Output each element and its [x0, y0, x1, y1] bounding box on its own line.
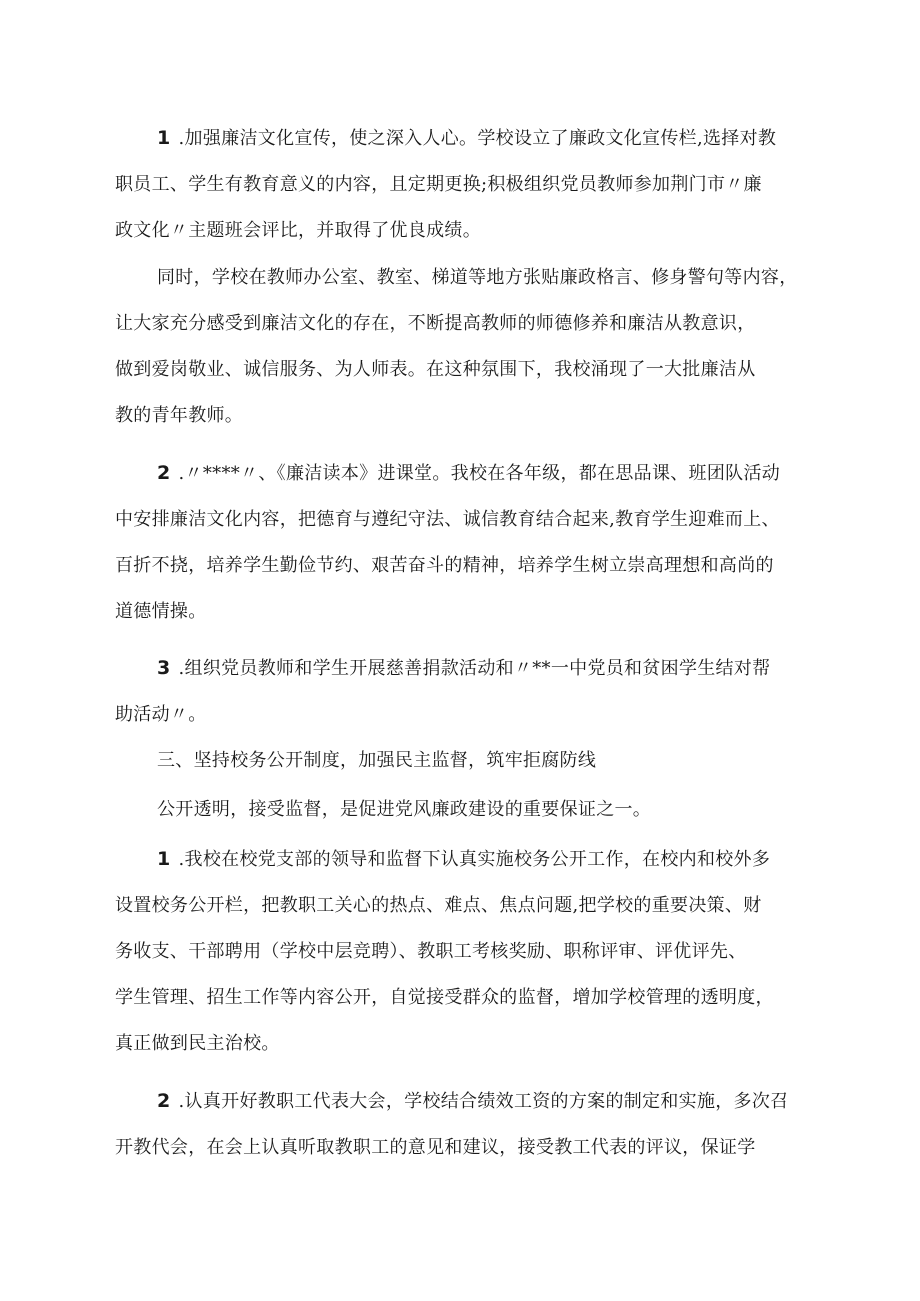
text-line: 开教代会，在会上认真听取教职工的意见和建议，接受教工代表的评议，保证学: [115, 1137, 756, 1158]
text-line: .〃****〃、《廉洁读本》进课堂。我校在各年级，都在思品课、班团队活动: [178, 463, 781, 484]
text-line: .认真开好教职工代表大会，学校结合绩效工资的方案的制定和实施，多次召: [178, 1091, 789, 1112]
text-line: .组织党员教师和学生开展慈善捐款活动和〃**一中党员和贫困学生结对帮: [178, 658, 771, 679]
item-number: 3: [157, 657, 171, 679]
item-number: 1: [157, 127, 171, 149]
paragraph-4: [115, 645, 809, 738]
text-line: 真正做到民主治校。: [115, 1033, 280, 1054]
item-number: 2: [157, 1090, 171, 1112]
paragraph-7: [115, 836, 809, 1067]
heading-text: 三、坚持校务公开制度，加强民主监督，筑牢拒腐防线: [157, 750, 597, 771]
item-number: 2: [157, 462, 171, 484]
text-line: 职员工、学生有教育意义的内容，且定期更换;积极组织党员教师参加荆门市〃廉: [115, 174, 762, 195]
text-line: 中安排廉洁文化内容，把德育与遵纪守法、诚信教育结合起来,教育学生迎难而上、: [115, 509, 780, 530]
paragraph-6: [157, 787, 809, 833]
text-line: 公开透明，接受监督，是促进党风廉政建设的重要保证之一。: [157, 799, 652, 820]
text-line: 务收支、干部聘用（学校中层竞聘）、教职工考核奖励、职称评审、评优评先、: [115, 941, 747, 962]
text-line: .我校在校党支部的领导和监督下认真实施校务公开工作，在校内和校外多: [178, 849, 771, 870]
paragraph-8: [115, 1078, 809, 1171]
text-line: 同时，学校在教师办公室、教室、梯道等地方张贴廉政格言、修身警句等内容，: [157, 267, 798, 288]
paragraph-1: [115, 115, 809, 254]
paragraph-2: [115, 255, 809, 439]
paragraph-3: [115, 450, 809, 635]
text-line: 助活动〃。: [115, 704, 207, 725]
section-heading: [157, 738, 809, 784]
text-line: 政文化〃主题班会评比，并取得了优良成绩。: [115, 220, 481, 241]
text-line: 做到爱岗敬业、诚信服务、为人师表。在这种氛围下，我校涌现了一大批廉洁从: [115, 359, 756, 380]
text-line: 教的青年教师。: [115, 405, 244, 426]
text-line: 学生管理、招生工作等内容公开，自觉接受群众的监督，增加学校管理的透明度，: [115, 987, 774, 1008]
text-line: .加强廉洁文化宣传，使之深入人心。学校设立了廉政文化宣传栏,选择对教: [178, 128, 777, 149]
text-line: 百折不挠，培养学生勤俭节约、艰苦奋斗的精神，培养学生树立崇高理想和高尚的: [115, 555, 774, 576]
text-line: 设置校务公开栏，把教职工关心的热点、难点、焦点问题,把学校的重要决策、财: [115, 895, 762, 916]
text-line: 让大家充分感受到廉洁文化的存在，不断提高教师的师德修养和廉洁从教意识，: [115, 313, 756, 334]
text-line: 道德情操。: [115, 601, 207, 622]
item-number: 1: [157, 848, 171, 870]
